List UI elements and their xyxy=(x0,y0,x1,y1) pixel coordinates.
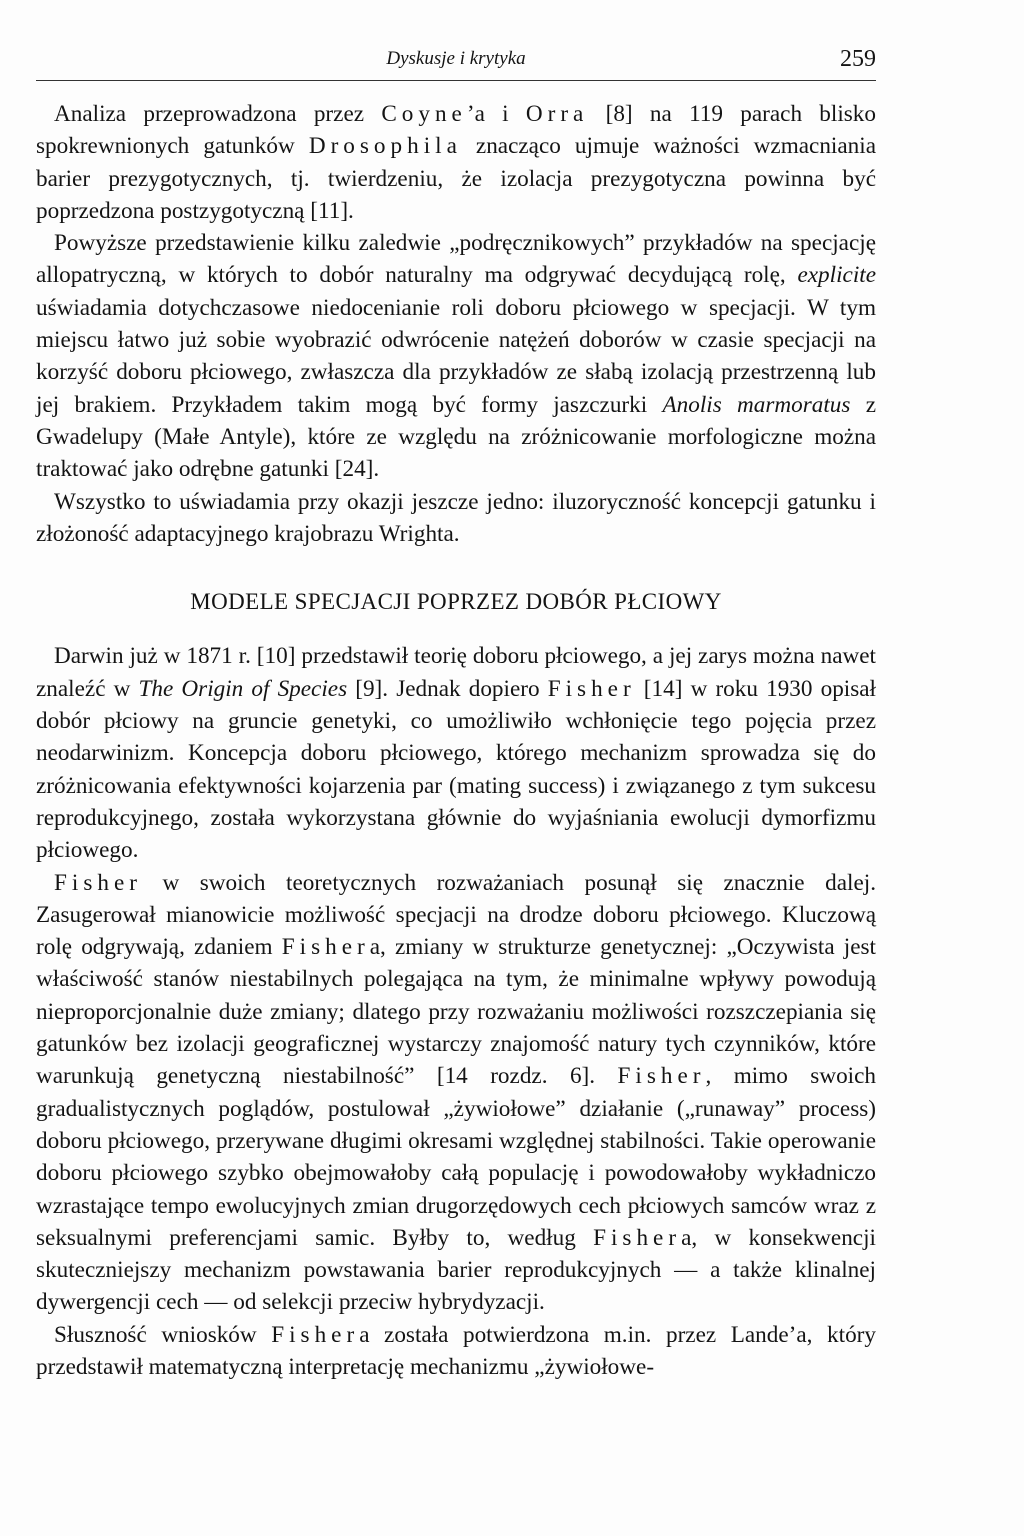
body-text xyxy=(36,98,876,1383)
paragraph-2: Powyższe przedstawienie kilku zaledwie „podręcznikowych” przykładów na specjację allopatryczną, w których to dobór naturalny ma odgrywać decydującą rolę, explicite uświadamia dotychczasowe niedocenianie roli doboru płciowego w specjacji. W tym miejscu łatwo już sobie wyobrazić odwrócenie natężeń doborów w czasie specjacji na korzyść doboru płciowego, zwłaszcza dla przykładów ze słabą izolacją przestrzenną lub jej brakiem. Przykładem takim mogą być formy jaszczurki Anolis marmoratus z Gwadelupy (Małe Antyle), które ze względu na zróżnicowanie morfologiczne można traktować jako odrębne gatunki [24]. xyxy=(36,230,877,483)
paragraph-6: Słuszność wniosków Fishera została potwierdzona m.in. przez Lande’a, który przedstawił matematyczną interpretację mechanizmu „żywiołowe- xyxy=(36,1321,876,1380)
book-title: The Origin of Species xyxy=(138,675,348,702)
genus-name: Drosophila xyxy=(308,133,462,160)
author-name: Fisher xyxy=(547,675,636,702)
italic-term: explicite xyxy=(797,262,876,289)
page-number: 259 xyxy=(840,46,876,72)
paragraph-1: Analiza przeprowadzona przez Coyne’a i Orra [8] na 119 parach blisko spokrewnionych gatunków Drosophila znacząco ujmuje ważności wzmacniania barier prezygotycznych, tj. twierdzeniu, że izolacja prezygotyczna powinna być poprzedzona postzygotyczną [11]. xyxy=(36,101,876,224)
species-name: Anolis marmoratus xyxy=(662,391,851,418)
running-title: Dyskusje i krytyka xyxy=(386,48,526,69)
author-name: Fisher xyxy=(271,1321,360,1348)
author-name: Fisher xyxy=(281,934,370,961)
page-header xyxy=(36,46,876,81)
author-name: Fisher xyxy=(617,1063,706,1090)
author-name: Fisher xyxy=(54,869,142,896)
section-heading: MODELE SPECJACJI POPRZEZ DOBÓR PŁCIOWY xyxy=(190,589,722,615)
author-name: Fisher xyxy=(593,1224,682,1251)
paragraph-5: Fisher w swoich teoretycznych rozważaniach posunął się znacznie dalej. Zasugerował mianowicie możliwość specjacji na drodze doboru płciowego. Kluczową rolę odgrywają, zdaniem Fishera, zmiany w strukturze genetycznej: „Oczywista jest właściwość stanów niestabilnych polegająca na tym, że minimalne wpływy powodują nieproporcjonalnie duże zmiany; dlatego przy rozważaniu możliwości rozszczepiania się gatunków bez izolacji geograficznej wystarczy znajomość natury tych czynników, które warunkują genetyczną niestabilność” [14 rozdz. 6]. Fisher, mimo swoich gradualistycznych poglądów, postulował „żywiołowe” działanie („runaway” process) doboru płciowego, przerywane długimi okresami względnej stabilności. Takie operowanie doboru płciowego szybko obejmowałoby całą populację i powodowałoby wykładniczo wzrastające tempo ewolucyjnych zmian drugorzędowych cech płciowych samców wraz z seksualnymi preferencjami samic. Byłby to, według Fishera, w konsekwencji skuteczniejszy mechanizm powstawania barier reprodukcyjnych — a także klinalnej dywergencji cech — od selekcji przeciw hybrydyzacji. xyxy=(36,869,876,1316)
paragraph-3: Wszystko to uświadamia przy okazji jeszcze jedno: iluzoryczność koncepcji gatunku i złożoność adaptacyjnego krajobrazu Wrighta. xyxy=(36,488,876,547)
author-name: Orra xyxy=(525,101,589,127)
paragraph-4: Darwin już w 1871 r. [10] przedstawił teorię doboru płciowego, a jej zarys można nawet znaleźć w The Origin of Species [9]. Jednak dopiero Fisher [14] w roku 1930 opisał dobór płciowy na gruncie genetyki, co umożliwiło wchłonięcie tego pojęcia przez neodarwinizm. Koncepcja doboru płciowego, którego mechanizm sprowadza się do zróżnicowania efektywności kojarzenia par (mating success) i związanego z tym sukcesu reprodukcyjnego, została wykorzystana głównie do wyjaśniania ewolucji dymorfizmu płciowego. xyxy=(36,643,876,864)
author-name: Coyne xyxy=(381,101,467,127)
